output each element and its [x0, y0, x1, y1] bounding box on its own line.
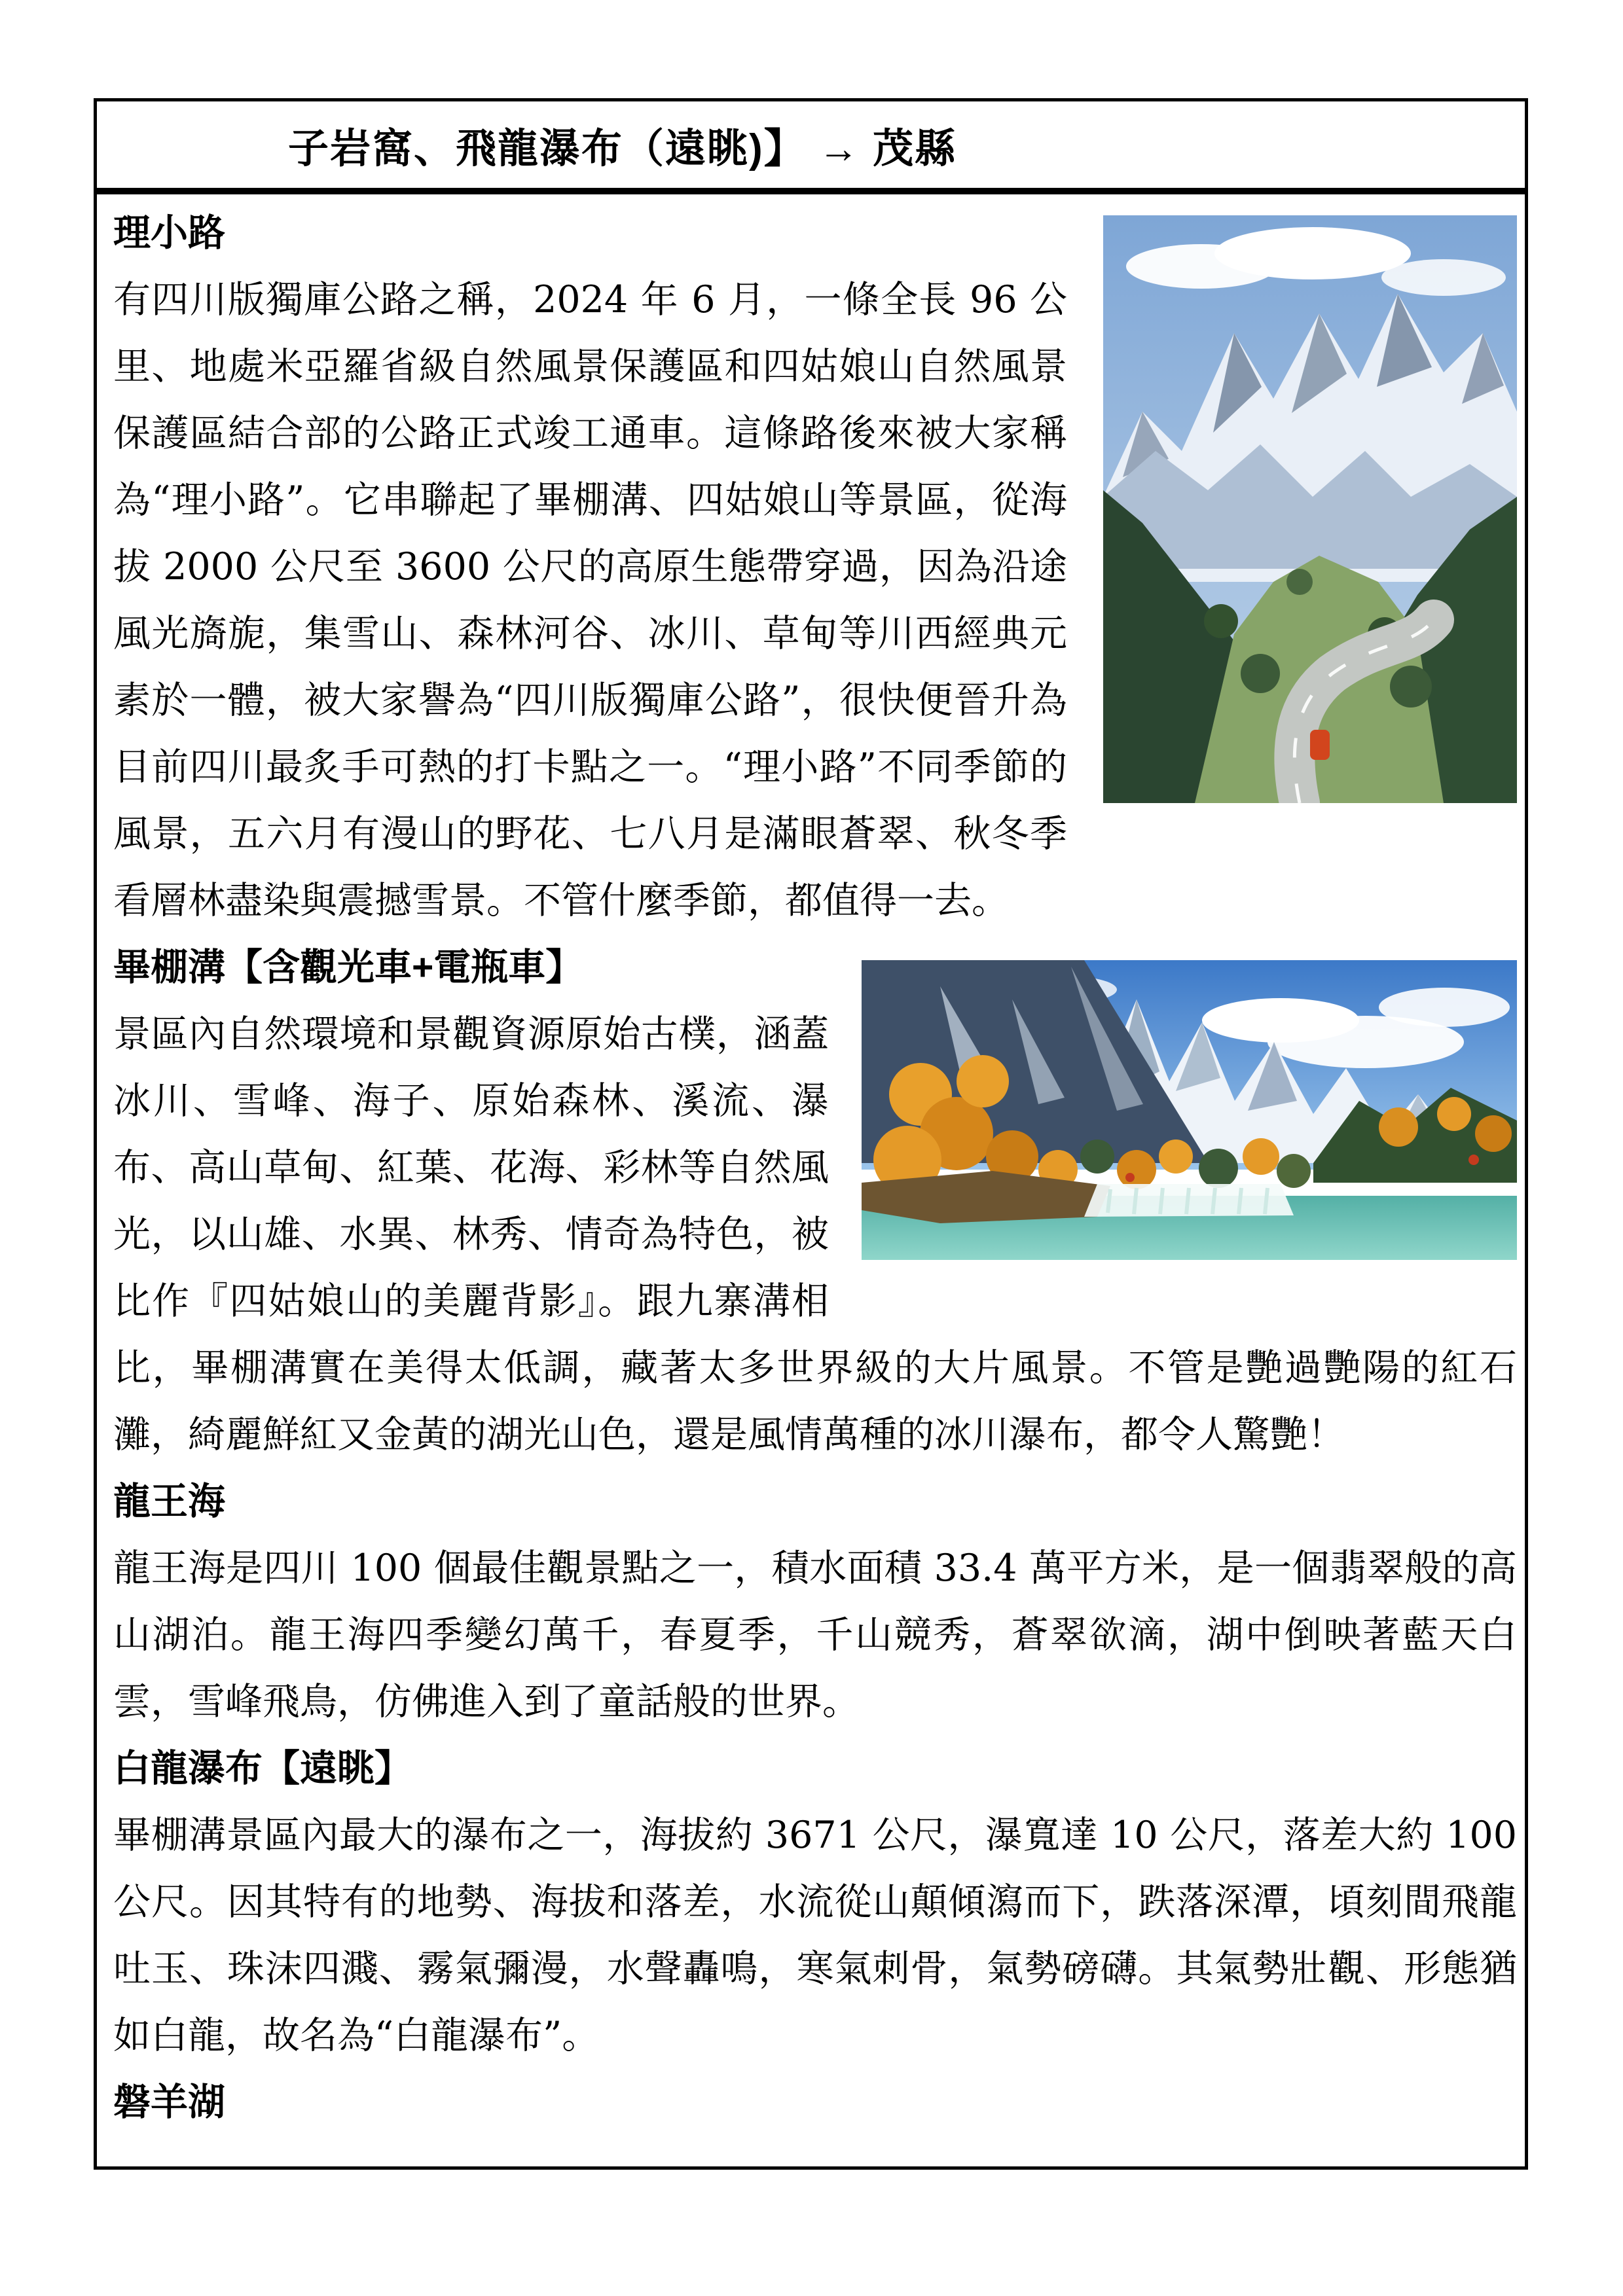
page-title: 子岩窩、飛龍瀑布（遠眺)】 → 茂縣 — [288, 126, 957, 171]
section-body-longwanghai: 龍王海是四川 100 個最佳觀景點之一，積水面積 33.4 萬平方米，是一個翡翠般的高山湖泊。龍王海四季變幻萬千，春夏季，千山競秀，蒼翠欲滴，湖中倒映著藍天白雲，雪峰飛鳥，仿佛進入到了童話般的世界。 — [113, 1547, 1517, 1723]
section-body-bailong-waterfall: 畢棚溝景區內最大的瀑布之一，海拔約 3671 公尺，瀑寬達 10 公尺，落差大約 100 公尺。因其特有的地勢、海拔和落差，水流從山顛傾瀉而下，跌落深潭，頃刻間飛龍吐玉、珠沫四濺、霧氣彌漫，水聲轟鳴，寒氣刺骨，氣勢磅礴。其氣勢壯觀、形態猶如白龍，故名為“白龍瀑布”。 — [113, 1814, 1517, 2057]
section-body-lixiaolu: 有四川版獨庫公路之稱，2024 年 6 月，一條全長 96 公里、地處米亞羅省級自然風景保護區和四姑娘山自然風景保護區結合部的公路正式竣工通車。這條路後來被大家稱為“理小路”。它串聯起了畢棚溝、四姑娘山等景區，從海拔 2000 公尺至 3600 公尺的高原生態帶穿過，因為沿途風光旖旎，集雪山、森林河谷、冰川、草甸等川西經典元素於一體，被大家譽為“四川版獨庫公路”，很快便晉升為目前四川最炙手可熱的打卡點之一。“理小路”不同季節的風景，五六月有漫山的野花、七八月是滿眼蒼翠、秋冬季看層林盡染與震撼雪景。不管什麼季節，都值得一去。 — [113, 278, 1067, 922]
section-heading-lixiaolu: 理小路 — [113, 212, 225, 254]
document-content — [113, 200, 1517, 2136]
title-box — [94, 98, 1528, 191]
mountain-road-illustration — [1103, 215, 1517, 803]
section-heading-bipenggou: 畢棚溝【含觀光車+電瓶車】 — [113, 946, 583, 988]
content-box — [94, 191, 1528, 2170]
autumn-valley-photo — [862, 960, 1517, 1260]
red-car — [1310, 730, 1330, 760]
autumn-valley-illustration — [862, 960, 1517, 1260]
section-heading-panyanghu: 磐羊湖 — [113, 2081, 225, 2123]
section-heading-longwanghai: 龍王海 — [113, 1480, 225, 1522]
section-body-bipenggou: 景區內自然環境和景觀資源原始古樸，涵蓋冰川、雪峰、海子、原始森林、溪流、瀑布、高山草甸、紅葉、花海、彩林等自然風光，以山雄、水異、林秀、情奇為特色，被比作『四姑娘山的美麗背影』。跟九寨溝相比，畢棚溝實在美得太低調，藏著太多世界級的大片風景。不管是艷過艷陽的紅石灘，綺麗鮮紅又金黃的湖光山色，還是風情萬種的冰川瀑布，都令人驚艷！ — [113, 1013, 1517, 1456]
mountain-road-photo — [1103, 215, 1517, 803]
section-heading-bailong-waterfall: 白龍瀑布【遠眺】 — [113, 1748, 412, 1789]
